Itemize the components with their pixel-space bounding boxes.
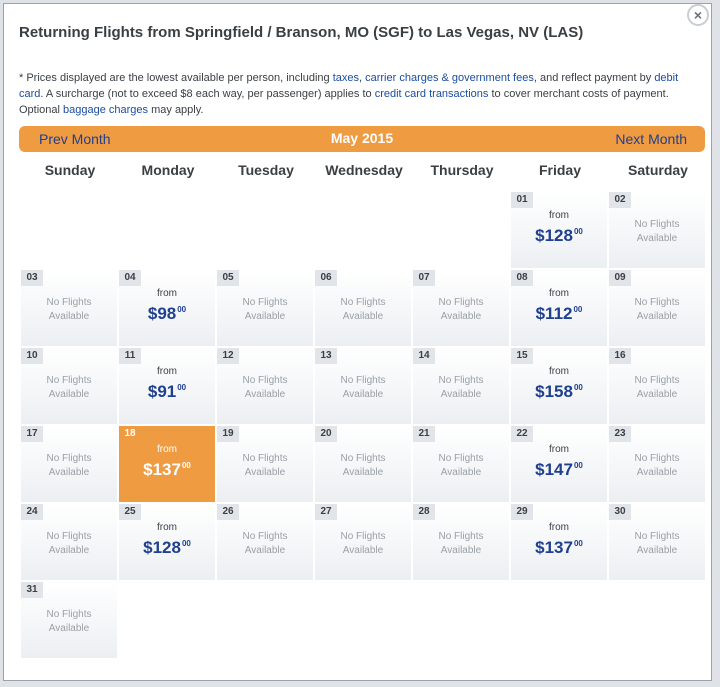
- day-number: 30: [609, 504, 631, 520]
- carrier-charges-link[interactable]: carrier charges & government fees: [365, 72, 534, 84]
- day-number: 20: [315, 426, 337, 442]
- day-number: 02: [609, 192, 631, 208]
- no-flights-line: Available: [636, 311, 678, 322]
- flight-calendar-dialog: [3, 3, 712, 681]
- no-flights-label: [315, 374, 411, 402]
- no-flights-line: No Flights: [340, 531, 386, 542]
- day-cell: [21, 348, 118, 425]
- no-flights-line: Available: [48, 545, 90, 556]
- no-flights-line: No Flights: [634, 531, 680, 542]
- no-flights-line: No Flights: [242, 453, 288, 464]
- day-cell: [413, 348, 510, 425]
- no-flights-line: Available: [48, 467, 90, 478]
- no-flights-label: [609, 452, 705, 480]
- no-flights-line: Available: [440, 545, 482, 556]
- notice-text: ,: [358, 72, 366, 84]
- day-number: 10: [21, 348, 43, 364]
- no-flights-label: [609, 374, 705, 402]
- price-dollars: $137: [535, 538, 573, 557]
- from-label: from: [157, 288, 177, 299]
- month-navigation: [19, 126, 705, 152]
- price-cents: 00: [573, 305, 583, 315]
- day-number: 12: [217, 348, 239, 364]
- price-dollars: $147: [535, 460, 573, 479]
- no-flights-line: No Flights: [438, 297, 484, 308]
- day-cell[interactable]: [511, 348, 608, 425]
- no-flights-line: Available: [636, 545, 678, 556]
- no-flights-line: Available: [342, 467, 384, 478]
- prev-month-link[interactable]: Prev Month: [39, 131, 111, 147]
- no-flights-line: No Flights: [46, 453, 92, 464]
- day-number: 28: [413, 504, 435, 520]
- day-cell[interactable]: [511, 426, 608, 503]
- calendar-grid: [21, 192, 707, 662]
- day-number: 25: [119, 504, 141, 520]
- notice-text: , and reflect payment by: [533, 72, 655, 84]
- day-number: 05: [217, 270, 239, 286]
- fare-price[interactable]: [119, 460, 215, 480]
- no-flights-line: Available: [244, 467, 286, 478]
- no-flights-line: No Flights: [438, 375, 484, 386]
- day-cell: [315, 348, 412, 425]
- no-flights-line: No Flights: [46, 375, 92, 386]
- day-cell: [609, 192, 706, 269]
- fare-price[interactable]: [119, 304, 215, 324]
- no-flights-line: Available: [244, 389, 286, 400]
- no-flights-line: Available: [636, 233, 678, 244]
- price-cents: 00: [181, 539, 191, 549]
- weekday-label: Saturday: [628, 162, 688, 178]
- fare-price[interactable]: [511, 382, 607, 402]
- no-flights-line: Available: [244, 311, 286, 322]
- day-cell: [217, 426, 314, 503]
- fare-price[interactable]: [511, 460, 607, 480]
- credit-card-link[interactable]: credit card transactions: [374, 88, 489, 100]
- no-flights-line: Available: [440, 311, 482, 322]
- price-cents: 00: [573, 461, 583, 471]
- no-flights-line: Available: [636, 467, 678, 478]
- no-flights-label: [21, 530, 117, 558]
- price-dollars: $158: [535, 382, 573, 401]
- price-dollars: $98: [147, 304, 177, 323]
- fare-price[interactable]: [511, 226, 607, 246]
- price-dollars: $91: [147, 382, 177, 401]
- dialog-title: Returning Flights from Springfield / Branson, MO (SGF) to Las Vegas, NV (LAS): [19, 24, 584, 41]
- day-number: 29: [511, 504, 533, 520]
- day-cell[interactable]: [119, 270, 216, 347]
- no-flights-label: [413, 296, 509, 324]
- day-number: 31: [21, 582, 43, 598]
- day-cell: [21, 504, 118, 581]
- price-cents: 00: [177, 305, 187, 315]
- day-cell: [315, 426, 412, 503]
- debit-card-link[interactable]: debit card: [19, 72, 679, 100]
- taxes-link[interactable]: taxes: [332, 72, 359, 84]
- from-label: from: [157, 366, 177, 377]
- day-cell: [217, 270, 314, 347]
- from-label: from: [549, 288, 569, 299]
- day-cell: [609, 270, 706, 347]
- day-cell[interactable]: [511, 504, 608, 581]
- day-cell: [217, 504, 314, 581]
- no-flights-label: [609, 296, 705, 324]
- no-flights-label: [21, 296, 117, 324]
- weekday-header: [21, 162, 707, 182]
- day-number: 26: [217, 504, 239, 520]
- day-cell: [413, 270, 510, 347]
- price-dollars: $128: [143, 538, 181, 557]
- day-number: 21: [413, 426, 435, 442]
- no-flights-line: Available: [244, 545, 286, 556]
- no-flights-line: No Flights: [242, 297, 288, 308]
- day-number: 22: [511, 426, 533, 442]
- no-flights-line: Available: [636, 389, 678, 400]
- day-number: 11: [119, 348, 141, 364]
- notice-text: . A surcharge (not to exceed $8 each way, per passenger) applies to: [40, 88, 375, 100]
- no-flights-line: No Flights: [242, 531, 288, 542]
- no-flights-line: Available: [440, 389, 482, 400]
- no-flights-line: Available: [342, 389, 384, 400]
- day-number: 09: [609, 270, 631, 286]
- fare-price[interactable]: [119, 538, 215, 558]
- day-number: 17: [21, 426, 43, 442]
- no-flights-label: [21, 374, 117, 402]
- day-cell: [413, 504, 510, 581]
- weekday-label: Thursday: [430, 162, 494, 178]
- day-cell[interactable]: [119, 504, 216, 581]
- weekday-label: Tuesday: [238, 162, 294, 178]
- no-flights-label: [21, 608, 117, 636]
- fare-price[interactable]: [511, 538, 607, 558]
- from-label: from: [157, 522, 177, 533]
- no-flights-line: Available: [48, 311, 90, 322]
- no-flights-line: No Flights: [634, 375, 680, 386]
- day-number: 07: [413, 270, 435, 286]
- no-flights-label: [315, 452, 411, 480]
- from-label: from: [157, 444, 177, 455]
- no-flights-line: No Flights: [438, 531, 484, 542]
- day-cell[interactable]: [511, 192, 608, 269]
- from-label: from: [549, 444, 569, 455]
- day-cell: [315, 270, 412, 347]
- price-dollars: $137: [143, 460, 181, 479]
- no-flights-line: No Flights: [634, 219, 680, 230]
- weekday-label: Sunday: [44, 162, 96, 178]
- day-cell: [217, 348, 314, 425]
- day-number: 13: [315, 348, 337, 364]
- price-dollars: $128: [535, 226, 573, 245]
- fare-price[interactable]: [119, 382, 215, 402]
- close-icon[interactable]: ×: [687, 4, 709, 26]
- day-number: 01: [511, 192, 533, 208]
- weekday-label: Friday: [538, 162, 581, 178]
- no-flights-label: [413, 374, 509, 402]
- month-label: May 2015: [330, 130, 394, 146]
- day-number: 19: [217, 426, 239, 442]
- price-notice: [19, 70, 689, 118]
- day-cell: [413, 426, 510, 503]
- day-cell: [21, 270, 118, 347]
- day-number: 08: [511, 270, 533, 286]
- no-flights-line: No Flights: [46, 609, 92, 620]
- next-month-link[interactable]: Next Month: [615, 131, 687, 147]
- no-flights-line: No Flights: [340, 375, 386, 386]
- no-flights-label: [315, 530, 411, 558]
- day-cell[interactable]: [119, 426, 216, 503]
- baggage-charges-link[interactable]: baggage charges: [63, 104, 149, 116]
- price-dollars: $112: [535, 304, 573, 323]
- day-cell: [21, 426, 118, 503]
- day-number: 23: [609, 426, 631, 442]
- from-label: from: [549, 522, 569, 533]
- day-cell[interactable]: [119, 348, 216, 425]
- weekday-label: Monday: [141, 162, 195, 178]
- day-number: 18: [119, 426, 141, 442]
- day-cell: [315, 504, 412, 581]
- from-label: from: [549, 366, 569, 377]
- no-flights-label: [413, 452, 509, 480]
- no-flights-label: [315, 296, 411, 324]
- price-cents: 00: [573, 539, 583, 549]
- no-flights-label: [217, 452, 313, 480]
- notice-text: * Prices displayed are the lowest available per person, including: [19, 72, 333, 84]
- no-flights-line: No Flights: [340, 453, 386, 464]
- day-number: 06: [315, 270, 337, 286]
- day-number: 27: [315, 504, 337, 520]
- no-flights-line: Available: [48, 389, 90, 400]
- price-cents: 00: [181, 461, 191, 471]
- no-flights-line: Available: [440, 467, 482, 478]
- no-flights-line: Available: [342, 311, 384, 322]
- no-flights-label: [217, 530, 313, 558]
- no-flights-label: [21, 452, 117, 480]
- weekday-label: Wednesday: [325, 162, 403, 178]
- day-number: 14: [413, 348, 435, 364]
- no-flights-label: [217, 374, 313, 402]
- no-flights-label: [609, 218, 705, 246]
- day-number: 04: [119, 270, 141, 286]
- no-flights-line: No Flights: [634, 453, 680, 464]
- price-cents: 00: [573, 227, 583, 237]
- day-cell: [21, 582, 118, 659]
- no-flights-line: Available: [48, 623, 90, 634]
- notice-text: to cover merchant costs of payment. Optional: [19, 88, 669, 116]
- no-flights-line: No Flights: [340, 297, 386, 308]
- day-number: 15: [511, 348, 533, 364]
- no-flights-line: Available: [342, 545, 384, 556]
- day-number: 16: [609, 348, 631, 364]
- no-flights-line: No Flights: [438, 453, 484, 464]
- no-flights-line: No Flights: [242, 375, 288, 386]
- no-flights-line: No Flights: [634, 297, 680, 308]
- day-cell: [609, 426, 706, 503]
- from-label: from: [549, 210, 569, 221]
- notice-text: may apply.: [148, 104, 204, 116]
- day-cell: [609, 348, 706, 425]
- fare-price[interactable]: [511, 304, 607, 324]
- day-number: 24: [21, 504, 43, 520]
- no-flights-line: No Flights: [46, 297, 92, 308]
- no-flights-label: [609, 530, 705, 558]
- no-flights-label: [217, 296, 313, 324]
- day-number: 03: [21, 270, 43, 286]
- no-flights-label: [413, 530, 509, 558]
- price-cents: 00: [177, 383, 187, 393]
- day-cell[interactable]: [511, 270, 608, 347]
- no-flights-line: No Flights: [46, 531, 92, 542]
- day-cell: [609, 504, 706, 581]
- price-cents: 00: [573, 383, 583, 393]
